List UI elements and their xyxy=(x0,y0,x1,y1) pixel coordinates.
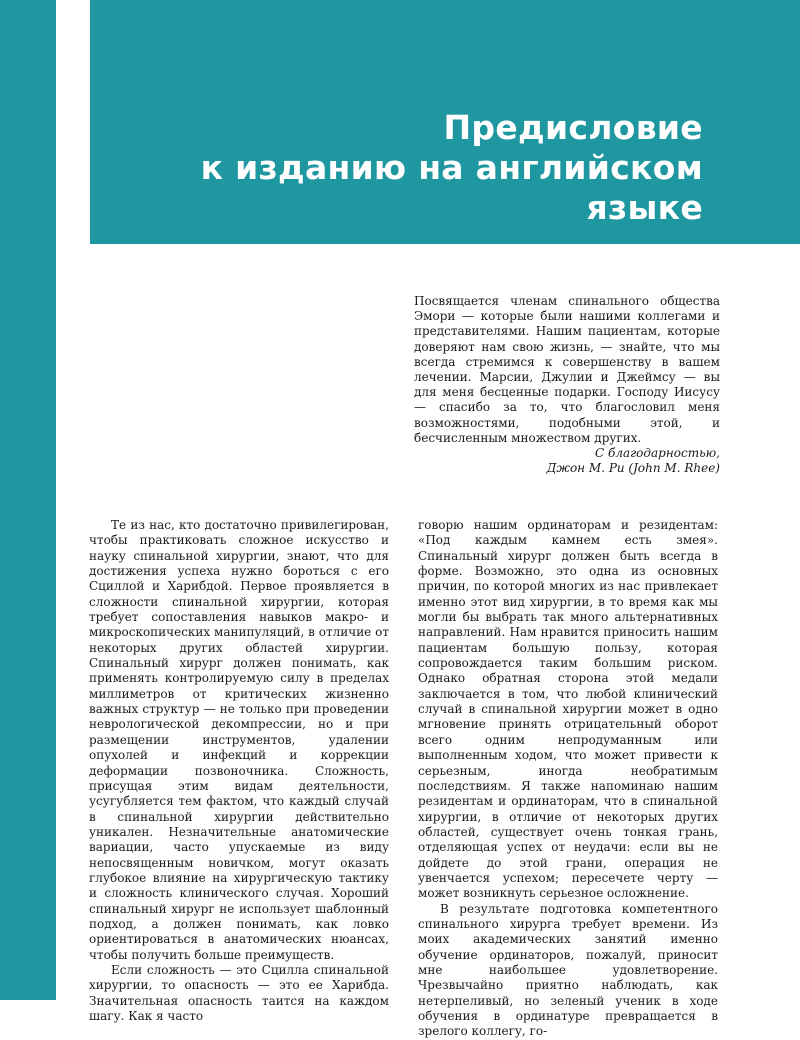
signature-line-1: С благодарностью, xyxy=(595,446,720,461)
body-column-right xyxy=(418,518,718,1040)
page-title xyxy=(201,108,703,228)
title-line-3: языке xyxy=(586,188,703,227)
body-column-left xyxy=(89,518,389,1024)
paragraph: Те из нас, кто достаточно привилегирован, чтобы практиковать сложное искусство и науку спинальной хирургии, знают, что для достижения успеха нужно бороться с его Сциллой и Харибдой. Первое проявляется в сложности спинальной хирургии, которая требует сопоставления навыков макро- и микроскопических манипуляций, в отличие от некоторых других областей хирургии. Спинальный хирург должен понимать, как применять контролируемую силу в пределах миллиметров от критических жизненно важных структур — не только при проведении неврологической декомпрессии, но и при размещении инструментов, удалении опухолей и инфекций и коррекции деформации позвоночника. Сложность, присущая этим видам деятельности, усугубляется тем фактом, что каждый случай в спинальной хирургии действительно уникален. Незначительные анатомические вариации, часто упускаемые из виду непосвященным новичком, могут оказать глубокое влияние на хирургическую тактику и сложность клинического случая. Хороший спинальный хирург не использует шаблонный подход, а должен понимать, как ловко ориентироваться в анатомических нюансах, чтобы получить больше преимуществ. xyxy=(89,518,389,962)
title-line-2: к изданию на английском xyxy=(200,148,703,187)
paragraph: В результате подготовка компетентного спинального хирурга требует времени. Из моих академических занятий именно обучение ординаторов, пожалуй, приносит мне наибольшее удовлетворение. Чрезвычайно приятно наблюдать, как нетерпеливый, но зеленый ученик в ходе обучения в ординатуре превращается в зрелого коллегу, го- xyxy=(418,901,718,1039)
dedication-text: Посвящается членам спинального общества Эмори — которые были нашими коллегами и представителями. Нашим пациентам, которые доверяют нам свою жизнь, — знайте, что мы всегда стремимся к совершенству в вашем лечении. Марсии, Джулии и Джеймсу — вы для меня бесценные подарки. Господу Иисусу — спасибо за то, что благословил меня возможностями, подобными этой, и бесчисленным множеством других. xyxy=(414,294,720,445)
paragraph: говорю нашим ординаторам и резидентам: «Под каждым камнем есть змея». Спинальный хирург должен быть всегда в форме. Возможно, это одна из основных причин, по которой многих из нас привлекает именно этот вид хирургии, в то время как мы могли бы выбрать так много альтернативных направлений. Нам нравится приносить нашим пациентам большую пользу, которая сопровождается таким большим риском. Однако обратная сторона этой медали заключается в том, что любой клинический случай в спинальной хирургии может в одно мгновение принять отрицательный оборот всего одним непродуманным или выполненным ходом, что может привести к серьезным, иногда необратимым последствиям. Я также напоминаю нашим резидентам и ординаторам, что в спинальной хирургии, в отличие от некоторых других областей, существует очень тонкая грань, отделяющая успех от неудачи: если вы не дойдете до этой грани, операция не увенчается успехом; пересечете черту — может возникнуть серьезное осложнение. xyxy=(418,518,718,901)
signature-line-2: Джон М. Ри (John M. Rhee) xyxy=(546,461,720,476)
left-accent-bar xyxy=(0,0,56,1000)
title-line-1: Предисловие xyxy=(443,108,703,147)
paragraph: Если сложность — это Сцилла спинальной хирургии, то опасность — это ее Харибда. Значительная опасность таится на каждом шагу. Как я часто xyxy=(89,962,389,1023)
dedication-block xyxy=(414,294,720,476)
